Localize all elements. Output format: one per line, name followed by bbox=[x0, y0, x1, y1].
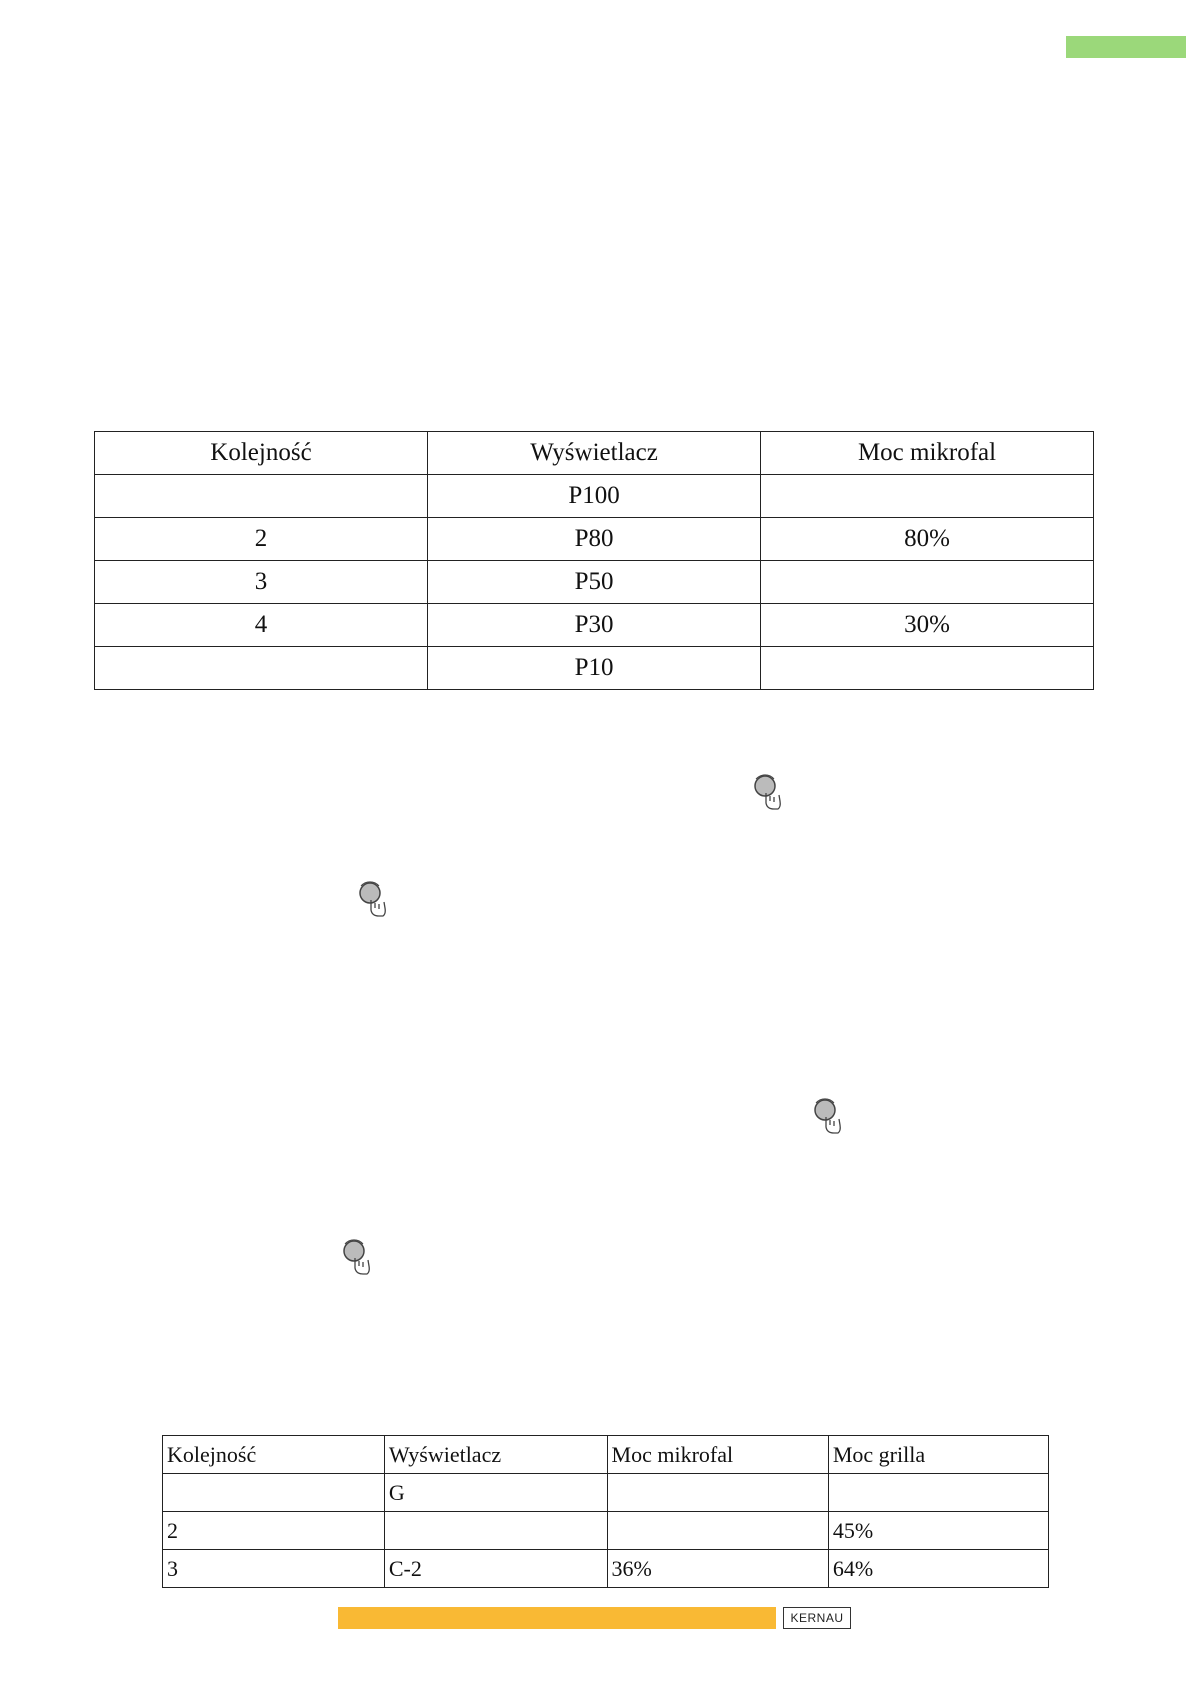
column-header: Kolejność bbox=[95, 432, 428, 475]
table-cell bbox=[384, 1512, 607, 1550]
table-cell: P30 bbox=[427, 604, 760, 647]
table-cell bbox=[95, 647, 428, 690]
table-cell: 80% bbox=[761, 518, 1094, 561]
column-header: Kolejność bbox=[163, 1436, 385, 1474]
table-cell: 3 bbox=[95, 561, 428, 604]
table-row bbox=[163, 1512, 1049, 1550]
section-tab bbox=[1066, 36, 1186, 58]
table-cell: 3 bbox=[163, 1550, 385, 1588]
table-cell bbox=[607, 1474, 828, 1512]
grill-combo-table bbox=[162, 1435, 1049, 1588]
table-row bbox=[95, 518, 1094, 561]
table-cell: 30% bbox=[761, 604, 1094, 647]
microwave-power-table bbox=[94, 431, 1094, 690]
table-cell: 4 bbox=[95, 604, 428, 647]
table-cell bbox=[828, 1474, 1048, 1512]
table-header-row bbox=[163, 1436, 1049, 1474]
column-header: Moc mikrofal bbox=[761, 432, 1094, 475]
table-cell: C-2 bbox=[384, 1550, 607, 1588]
table-cell: 2 bbox=[163, 1512, 385, 1550]
table-cell bbox=[761, 561, 1094, 604]
table-row bbox=[95, 475, 1094, 518]
column-header: Moc grilla bbox=[828, 1436, 1048, 1474]
table-row bbox=[163, 1550, 1049, 1588]
table-cell: P50 bbox=[427, 561, 760, 604]
table-cell: P100 bbox=[427, 475, 760, 518]
table-header-row bbox=[95, 432, 1094, 475]
table-cell bbox=[761, 475, 1094, 518]
table-cell bbox=[761, 647, 1094, 690]
table-cell: 64% bbox=[828, 1550, 1048, 1588]
table-cell: 45% bbox=[828, 1512, 1048, 1550]
brand-logo: KERNAU bbox=[783, 1607, 851, 1629]
table-cell: 2 bbox=[95, 518, 428, 561]
knob-press-icon bbox=[341, 1238, 373, 1278]
table-cell: P80 bbox=[427, 518, 760, 561]
knob-press-icon bbox=[752, 773, 784, 813]
table-cell: G bbox=[384, 1474, 607, 1512]
table-cell bbox=[95, 475, 428, 518]
table-row bbox=[95, 604, 1094, 647]
column-header: Wyświetlacz bbox=[384, 1436, 607, 1474]
knob-press-icon bbox=[357, 880, 389, 920]
footer-bar bbox=[338, 1607, 776, 1629]
column-header: Wyświetlacz bbox=[427, 432, 760, 475]
table-cell bbox=[607, 1512, 828, 1550]
table-row bbox=[95, 561, 1094, 604]
table-row bbox=[163, 1474, 1049, 1512]
table-cell: 36% bbox=[607, 1550, 828, 1588]
column-header: Moc mikrofal bbox=[607, 1436, 828, 1474]
table-cell bbox=[163, 1474, 385, 1512]
table-row bbox=[95, 647, 1094, 690]
knob-press-icon bbox=[812, 1097, 844, 1137]
table-cell: P10 bbox=[427, 647, 760, 690]
